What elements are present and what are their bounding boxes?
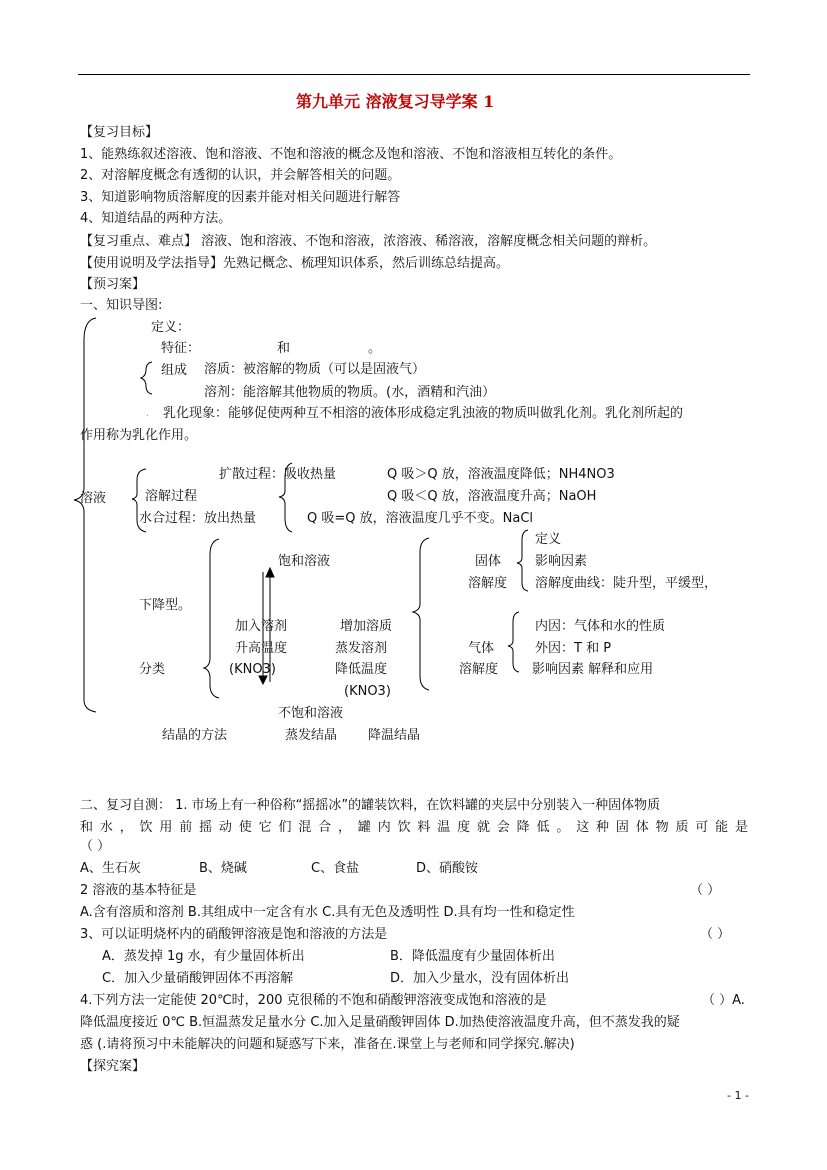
question-4-line-1: 4.下列方法一定能使 20℃时，200 克很稀的不饱和硝酸钾溶液变成饱和溶液的是 [80,993,547,1008]
gas-node: 气体 [468,641,495,656]
raise-temp: 升高温度 [235,641,288,656]
evap-crystal-node: 蒸发结晶 [285,728,338,743]
kno3-right: (KNO3) [344,684,391,699]
usage-guide: 【使用说明及学法指导】先熟记概念、梳理知识体系，然后训练总结提高。 [80,256,510,271]
solid-node: 固体 [475,554,502,569]
q3-option-b: B．降低温度有少量固体析出 [390,949,555,964]
feature-node: 特征： [161,341,201,356]
heat-release-case: Q 吸＜Q 放，溶液温度升高；NaOH [387,489,597,504]
down-type-node: 下降型。 [139,598,192,613]
heat-absorb-case: Q 吸＞Q 放，溶液温度降低；NH4NO3 [387,467,615,482]
up-arrowhead [266,568,274,577]
gas-solubility-node: 溶解度 [459,662,499,677]
feature-end: 。 [368,341,382,356]
gas-factors: 影响因素 解释和应用 [532,662,654,677]
composition-node: 组成 [161,363,188,378]
q3-option-d: D．加入少量水，没有固体析出 [390,971,570,986]
goal-item: 2、对溶解度概念有透彻的认识，并会解答相关的问题。 [80,168,401,183]
q1-option-b: B、烧碱 [199,861,247,876]
question-4-line-3: 惑 (.请将预习中未能解决的问题和疑惑写下来，准备在.课堂上与老师和同学探究.解决) [80,1037,575,1052]
solid-solubility-node: 溶解度 [468,576,508,591]
mindmap-heading: 一、知识导图: [80,298,163,313]
small-mark: . [146,409,149,418]
feature-and: 和 [277,341,291,356]
dissolving-node: 溶解过程 [145,489,198,504]
root-brace [74,318,96,712]
add-solvent: 加入溶剂 [235,619,288,634]
classification-node: 分类 [139,662,166,677]
question-1-answer-paren: （ ） [80,839,111,854]
explore-header: 【探究案】 [80,1059,146,1074]
page-title: 第九单元 溶液复习导学案 1 [296,92,495,111]
q3-option-a: A．蒸发掉 1g 水，有少量固体析出 [102,949,305,964]
crystal-method-node: 结晶的方法 [162,728,228,743]
question-3-answer-paren: （ ） [700,927,731,942]
external-factor: 外因：T 和 P [535,641,612,656]
goal-item: 1、能熟练叙述溶液、饱和溶液、不饱和溶液的概念及饱和溶液、不饱和溶液相互转化的条件。 [80,147,622,162]
solubility-curve: 溶解度曲线：陡升型，平缓型， [535,576,718,591]
lower-temp: 降低温度 [335,662,388,677]
solid-factors: 影响因素 [535,554,588,569]
question-1-line-2: 和水，饮用前摇动使它们混合，罐内饮料温度就会降低。这种固体物质可能是 [80,820,748,835]
q1-option-d: D、硝酸铵 [416,861,479,876]
hydration-node: 水合过程：放出热量 [139,511,257,526]
heat-equal-case: Q 吸=Q 放，溶液温度几乎不变。NaCl [307,511,534,526]
goals-header: 【复习目标】 [80,125,159,140]
question-4-answer-paren: （ ）A. [702,993,745,1008]
add-solute: 增加溶质 [340,619,393,634]
solubility-definition: 定义 [535,532,562,547]
q3-option-c: C．加入少量硝酸钾固体不再溶解 [102,971,294,986]
evaporate-solvent: 蒸发溶剂 [335,641,388,656]
solubility-brace [413,538,429,690]
kno3-left: (KNO3) [229,662,276,677]
emulsion-line-2: 作用称为乳化作用。 [80,428,198,443]
emulsion-line-1: 乳化现象：能够促使两种互不相溶的液体形成稳定乳浊液的物质叫做乳化剂。乳化剂所起的 [163,406,684,421]
diffusion-node: 扩散过程：吸收热量 [219,467,337,482]
gas-brace [508,612,519,672]
cool-crystal-node: 降温结晶 [368,728,421,743]
root-node: 溶液 [80,491,107,506]
solid-brace [517,530,528,591]
classification-brace [204,539,219,698]
page-number: - 1 - [727,1089,749,1102]
preview-header: 【预习案】 [80,277,146,292]
goal-item: 3、知道影响物质溶解度的因素并能对相关问题进行解答 [80,190,401,205]
unsaturated-node: 不饱和溶液 [278,706,344,721]
definition-node: 定义： [151,320,191,335]
q1-option-a: A、生石灰 [80,861,141,876]
q1-option-c: C、食盐 [311,861,360,876]
question-1-line-1: 二、复习自测： 1. 市场上有一种俗称“摇摇冰”的罐装饮料，在饮料罐的夹层中分别装入一种固体物质 [80,798,661,813]
saturated-node: 饱和溶液 [278,554,331,569]
internal-factor: 内因：气体和水的性质 [535,619,666,634]
composition-brace [141,362,152,394]
question-2-options: A.含有溶质和溶剂 B.其组成中一定含有水 C.具有无色及透明性 D.具有均一性和稳定性 [80,905,575,920]
question-4-line-2: 降低温度接近 0℃ B.恒温蒸发足量水分 C.加入足量硝酸钾固体 D.加热使溶液温度升高，但不蒸发我的疑 [80,1015,680,1030]
question-3: 3、可以证明烧杯内的硝酸钾溶液是饱和溶液的方法是 [80,927,388,942]
question-2: 2 溶液的基本特征是 [80,883,197,898]
solvent-node: 溶剂：能溶解其他物质的物质。(水，酒精和汽油） [204,385,496,400]
question-2-answer-paren: （ ） [690,883,721,898]
keypoints: 【复习重点、难点】 溶液、饱和溶液、不饱和溶液，浓溶液、稀溶液，溶解度概念相关问题的辩析。 [80,234,657,249]
solute-node: 溶质：被溶解的物质（可以是固液气） [204,362,426,377]
goal-item: 4、知道结晶的两种方法。 [80,211,232,226]
